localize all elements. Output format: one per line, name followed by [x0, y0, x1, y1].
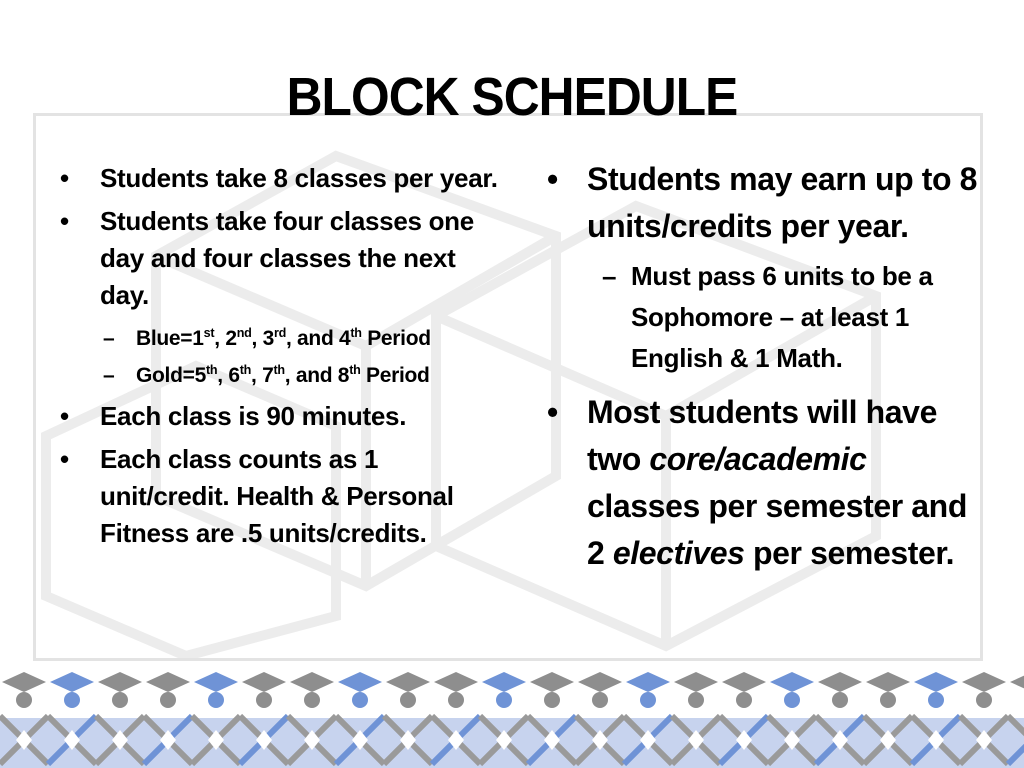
figure-head-icon	[304, 692, 320, 708]
bullet-text: Each class counts as 1 unit/credit. Health & Personal Fitness are .5 units/credits.	[100, 444, 454, 548]
sub-item-text: Must pass 6 units to be a Sophomore – at least 1 English & 1 Math.	[631, 261, 933, 373]
bullet-icon: •	[60, 401, 69, 431]
figure-head-icon	[832, 692, 848, 708]
bullet-item	[58, 203, 498, 314]
figure-head-icon	[784, 692, 800, 708]
sub-item	[590, 256, 985, 379]
bullet-item	[545, 156, 985, 250]
bullet-text: Students take 8 classes per year.	[100, 163, 498, 193]
right-column	[545, 156, 985, 583]
bullet-item: • Most students will have two core/academic classes per semester and 2 electives per semester.	[545, 389, 985, 577]
figure-head-icon	[160, 692, 176, 708]
bullet-item	[58, 441, 498, 552]
bullet-icon: •	[547, 161, 558, 197]
figure-head-icon	[736, 692, 752, 708]
bullet-item	[58, 160, 498, 197]
sub-item-blue-day: – Blue=1st, 2nd, 3rd, and 4th Period	[103, 320, 498, 357]
figure-head-icon	[928, 692, 944, 708]
figure-head-icon	[256, 692, 272, 708]
figure-head-icon	[208, 692, 224, 708]
slide-title: BLOCK SCHEDULE	[286, 67, 738, 127]
figure-head-icon	[64, 692, 80, 708]
figure-head-icon	[16, 692, 32, 708]
figure-head-icon	[688, 692, 704, 708]
bullet-text: Each class is 90 minutes.	[100, 401, 407, 431]
decorative-graduation-cap-border	[0, 668, 1024, 768]
bullet-icon: •	[60, 163, 69, 193]
bullet-text: Students may earn up to 8 units/credits per year.	[587, 161, 978, 244]
figure-head-icon	[640, 692, 656, 708]
emphasis-electives: electives	[612, 535, 745, 571]
figure-head-icon	[880, 692, 896, 708]
bullet-item	[58, 398, 498, 435]
figure-head-icon	[400, 692, 416, 708]
figure-head-icon	[592, 692, 608, 708]
dash-icon: –	[103, 327, 115, 350]
left-column	[58, 160, 498, 558]
bullet-icon: •	[60, 206, 69, 236]
figure-head-icon	[976, 692, 992, 708]
dash-icon: –	[602, 261, 617, 291]
figure-head-icon	[112, 692, 128, 708]
bullet-icon: •	[547, 394, 558, 430]
bullet-text: Students take four classes one day and four classes the next day.	[100, 206, 474, 310]
dash-icon: –	[103, 364, 115, 387]
sub-item-gold-day: – Gold=5th, 6th, 7th, and 8th Period	[103, 357, 498, 394]
bullet-icon: •	[60, 444, 69, 474]
figure-head-icon	[448, 692, 464, 708]
figure-head-icon	[496, 692, 512, 708]
figure-head-icon	[352, 692, 368, 708]
figure-head-icon	[544, 692, 560, 708]
emphasis-core-academic: core/academic	[649, 441, 867, 477]
